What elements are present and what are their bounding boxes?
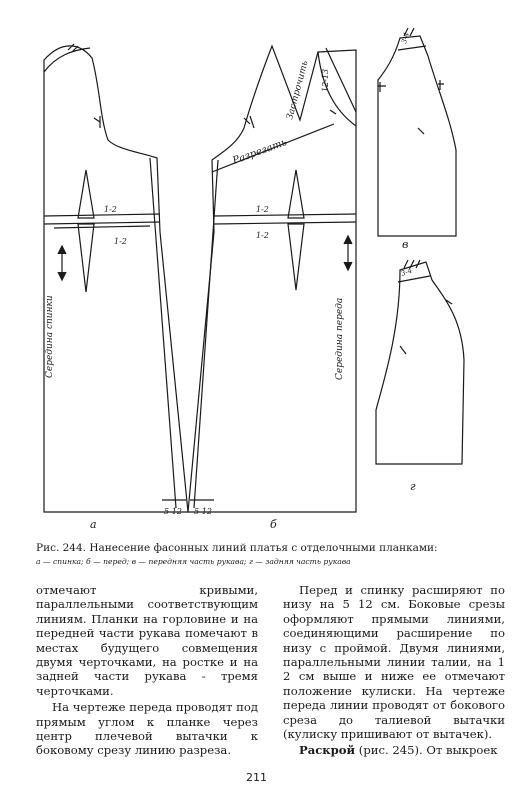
front-side-line (194, 160, 218, 508)
caption-sub: а — спинка; б — перед; в — передняя часть рукава; г — задняя часть рукава (36, 557, 351, 566)
back-side-line (150, 158, 176, 508)
label-vykroika-a: а (90, 518, 97, 531)
front-arrow-down-icon (344, 262, 352, 270)
label-sew-up: Застрочить (285, 59, 311, 121)
label-vykroika-b: б (270, 518, 277, 531)
label-3-4-g: 3-4 (399, 266, 414, 278)
front-sleeve-pattern (378, 28, 456, 236)
right-paragraph-2-rest: (рис. 245). От выкроек (355, 743, 498, 758)
back-notch-2 (94, 116, 100, 128)
back-waist-2 (44, 222, 160, 224)
label-cut-here: Разрезать (231, 137, 289, 167)
left-paragraph-1: отмечают кривыми, параллельными соответствующим линиям. Планки на горловине и на передней части рукава помечают в местах будущего совмещения двумя черточками, на ростке и на задней части рукава - тремя черточками. (36, 583, 258, 698)
label-5-12-left: 5-12 (164, 507, 182, 516)
back-sleeve-pattern (376, 260, 464, 464)
back-dart-upper (78, 170, 94, 218)
right-paragraph-2 (283, 743, 505, 757)
back-arrow-down-icon (58, 272, 66, 280)
label-1-2-a1: 1-2 (104, 205, 117, 214)
front-sleeve-notch-4 (418, 128, 424, 134)
front-pattern (188, 46, 356, 512)
label-middle-front: Середина переда (335, 297, 345, 380)
page-number: 211 (246, 771, 267, 784)
bold-term-raskroy: Раскрой (299, 743, 356, 758)
front-dart-lower (288, 224, 304, 290)
figure-caption (36, 542, 506, 568)
front-sleeve-notch-3 (378, 82, 386, 92)
right-column (283, 583, 505, 758)
front-waist-1 (214, 214, 356, 216)
label-1-2-a2: 1-2 (114, 237, 127, 246)
back-pattern (44, 44, 188, 512)
front-neck-band-inner (326, 48, 356, 112)
back-neck-band (44, 48, 90, 72)
front-waist-2 (214, 222, 356, 224)
label-middle-back: Середина спинки (45, 295, 55, 378)
front-dart-upper (288, 170, 304, 218)
left-paragraph-2: На чертеже переда проводят под прямым углом к планке через центр плечевой вытачки к боковому срезу линию разреза. (36, 700, 258, 758)
label-vykroika-v: в (402, 238, 409, 251)
back-dart-lower (78, 224, 94, 292)
label-1-2-b2: 1-2 (256, 231, 269, 240)
front-notch-2 (330, 110, 336, 114)
label-vykroika-g: г (410, 480, 416, 493)
label-5-12-right: 5-12 (194, 507, 212, 516)
front-sleeve-band (398, 46, 426, 50)
back-sleeve-notch-3 (400, 346, 406, 354)
label-12-13: 12-13 (321, 68, 330, 92)
back-outline (44, 46, 188, 512)
back-waist-1 (44, 214, 160, 216)
caption-main: Рис. 244. Нанесение фасонных линий платья с отделочными планками: (36, 542, 438, 554)
front-sleeve-outline (378, 36, 456, 236)
front-arrow-up-icon (344, 236, 352, 244)
back-sleeve-outline (376, 262, 464, 464)
right-paragraph-1: Перед и спинку расширяют по низу на 5 12 см. Боковые срезы оформляют прямыми линиями, соединяющими расширение по низу с проймой. Двумя линиями, параллельными линии талии, на 1 2 см выше и ниже ее отмечают положение кулиски. На чертеже переда линии проводят от бокового среза до талиевой вытачки (кулиску пришивают от вытачек). (283, 583, 505, 742)
back-arrow-up-icon (58, 246, 66, 254)
front-outline (188, 46, 356, 512)
left-column (36, 583, 258, 758)
label-3-4-v: 3-4 (400, 31, 411, 45)
back-kulis-1 (54, 226, 150, 228)
label-1-2-b1: 1-2 (256, 205, 269, 214)
